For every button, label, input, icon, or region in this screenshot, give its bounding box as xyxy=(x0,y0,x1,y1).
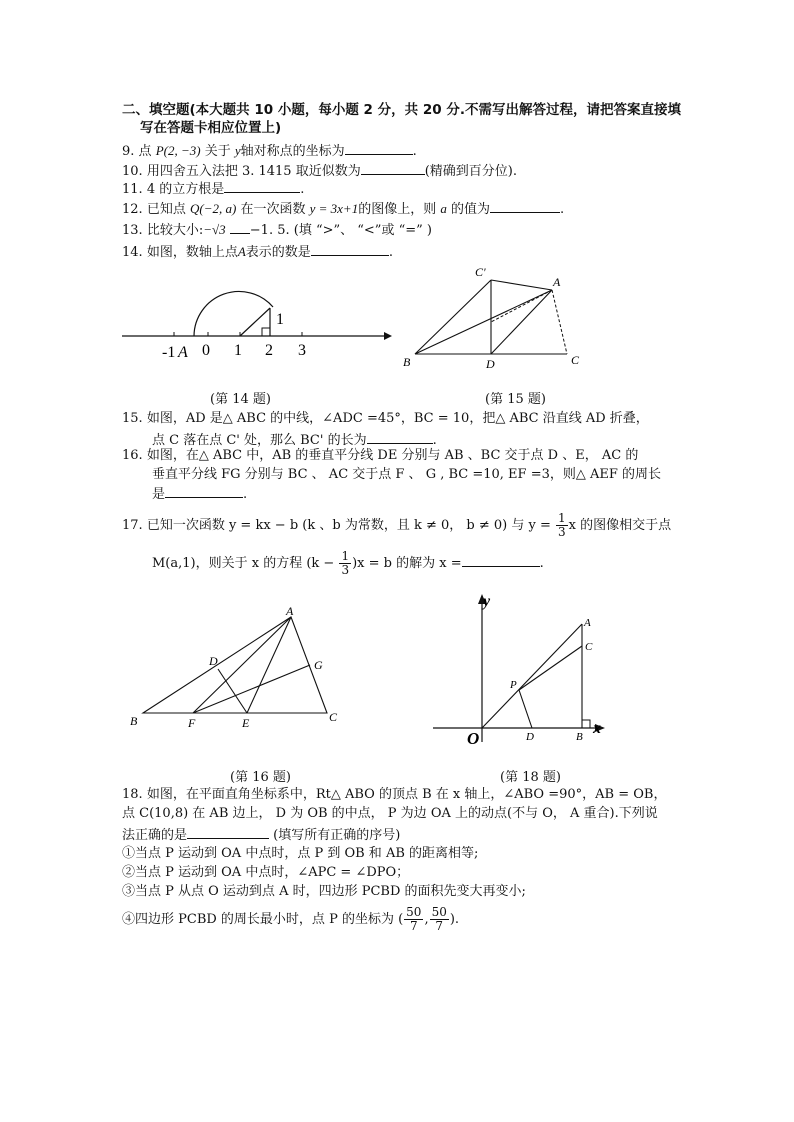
point-A: A xyxy=(553,275,561,289)
answer-blank-12[interactable] xyxy=(490,199,560,213)
point-D: D xyxy=(209,654,218,668)
point-P: P xyxy=(510,679,517,691)
point-D: D xyxy=(526,731,534,743)
question-15-line2: 点 C 落在点 C' 处，那么 BC' 的长为 . xyxy=(152,430,437,450)
option-1: ①当点 P 运动到 OA 中点时，点 P 到 OB 和 AB 的距离相等; xyxy=(122,846,479,861)
fraction-50-7-a: $\frac{50}{7}$ xyxy=(406,905,422,933)
caption-15: (第 15 题) xyxy=(485,392,546,407)
arc xyxy=(194,291,273,336)
point-A: A xyxy=(286,605,294,618)
right-angle-mark xyxy=(262,328,270,336)
question-16: 16. 如图，在△ ABC 中，AB 的垂直平分线 DE 分别与 AB 、BC 交于点 D 、E， AC 的 xyxy=(122,448,639,463)
fraction-50-7-b: $\frac{50}{7}$ xyxy=(431,905,447,933)
label-neg1: -1 xyxy=(162,344,176,361)
figure-18 xyxy=(425,592,615,752)
answer-blank-9[interactable] xyxy=(345,141,413,155)
question-16-line2: 垂直平分线 FG 分别与 BC 、 AC 交于点 F 、 G , BC =10, EF =3，则△ AEF 的周长 xyxy=(152,467,662,482)
question-18-line2: 点 C(10,8) 在 AB 边上， D 为 OB 的中点， P 为边 OA 上的动点(不与 O， A 重合).下列说 xyxy=(122,806,658,821)
question-14: 14. 如图，数轴上点A表示的数是 . xyxy=(122,244,393,260)
figure-15 xyxy=(395,262,595,382)
point-E: E xyxy=(242,716,250,730)
point-G: G xyxy=(314,658,323,672)
answer-blank-16[interactable] xyxy=(165,484,243,498)
question-18-line3: 法正确的是 (填写所有正确的序号) xyxy=(122,825,400,845)
answer-blank-10[interactable] xyxy=(361,161,425,175)
label-A: A xyxy=(178,344,188,361)
question-11: 11. 4 的立方根是 . xyxy=(122,179,304,199)
answer-blank-13[interactable] xyxy=(230,220,250,234)
question-13: 13. 比较大小:−√3 −1. 5. (填 “>”、 “<”或 “=” ) xyxy=(122,222,432,238)
answer-blank-14[interactable] xyxy=(311,242,389,256)
question-15: 15. 如图，AD 是△ ABC 的中线，∠ADC =45°，BC = 10，把△ ABC 沿直线 AD 折叠， xyxy=(122,411,649,426)
answer-blank-18[interactable] xyxy=(187,825,269,839)
point-C: C xyxy=(571,353,580,367)
answer-blank-11[interactable] xyxy=(224,179,300,193)
question-10: 10. 用四舍五入法把 3. 1415 取近似数为 (精确到百分位). xyxy=(122,161,517,181)
question-16-line3: 是 . xyxy=(152,484,247,504)
fraction-one-third-2: $\frac{1}{3}$ xyxy=(341,549,350,577)
label-1: 1 xyxy=(234,342,242,359)
question-12: 12. 已知点 Q(−2, a) 在一次函数 y = 3x+1的图像上，则 a 的值为 . xyxy=(122,201,565,217)
hypotenuse xyxy=(240,308,270,336)
point-Cprime: C' xyxy=(475,265,486,279)
figure-16 xyxy=(125,605,350,735)
question-18: 18. 如图，在平面直角坐标系中，Rt△ ABO 的顶点 B 在 x 轴上，∠ABO =90°，AB = OB， xyxy=(122,787,667,802)
answer-blank-15[interactable] xyxy=(367,430,433,444)
label-0: 0 xyxy=(202,342,210,359)
point-D: D xyxy=(486,357,495,371)
point-A: A xyxy=(584,617,591,629)
label-y: y xyxy=(483,593,491,610)
point-B: B xyxy=(130,714,138,728)
point-C: C xyxy=(585,641,593,653)
height-label: 1 xyxy=(276,311,284,328)
fraction-one-third: $\frac{1}{3}$ xyxy=(558,511,566,539)
caption-18: (第 18 题) xyxy=(500,770,561,785)
caption-16: (第 16 题) xyxy=(230,770,291,785)
answer-blank-17[interactable] xyxy=(462,553,540,567)
option-3: ③当点 P 从点 O 运动到点 A 时，四边形 PCBD 的面积先变大再变小; xyxy=(122,884,526,899)
question-9: 9. 点 P(2, −3) 关于 y轴对称点的坐标为 . xyxy=(122,143,417,159)
question-17-line2: M(a,1)，则关于 x 的方程 (k − $\frac{1}{3}$ )x = b 的解为 x = . xyxy=(152,549,544,577)
point-C: C xyxy=(329,710,338,724)
number-line-arrow xyxy=(384,332,392,340)
option-2: ②当点 P 运动到 OA 中点时，∠APC = ∠DPO； xyxy=(122,865,410,880)
label-3: 3 xyxy=(298,342,306,359)
option-4: ④四边形 PCBD 的周长最小时，点 P 的坐标为 ( $\frac{50}{7}$ , $\frac{50}{7}$ ). xyxy=(122,905,460,933)
label-x: x xyxy=(593,720,601,737)
point-F: F xyxy=(188,716,196,730)
section-heading-line1: 二、填空题(本大题共 10 小题，每小题 2 分，共 20 分.不需写出解答过程，请把答案直接填 xyxy=(122,102,681,118)
caption-14: (第 14 题) xyxy=(210,392,271,407)
label-2: 2 xyxy=(265,342,273,359)
figure-14 xyxy=(118,280,393,370)
question-17: 17. 已知一次函数 y = kx − b (k 、b 为常数，且 k ≠ 0， b ≠ 0) 与 y = $\frac{1}{3}$ x 的图像相交于点 xyxy=(122,511,672,539)
section-heading-line2: 写在答题卡相应位置上) xyxy=(140,120,282,136)
point-B: B xyxy=(403,355,411,369)
point-B: B xyxy=(576,731,583,743)
point-O: O xyxy=(467,729,480,748)
